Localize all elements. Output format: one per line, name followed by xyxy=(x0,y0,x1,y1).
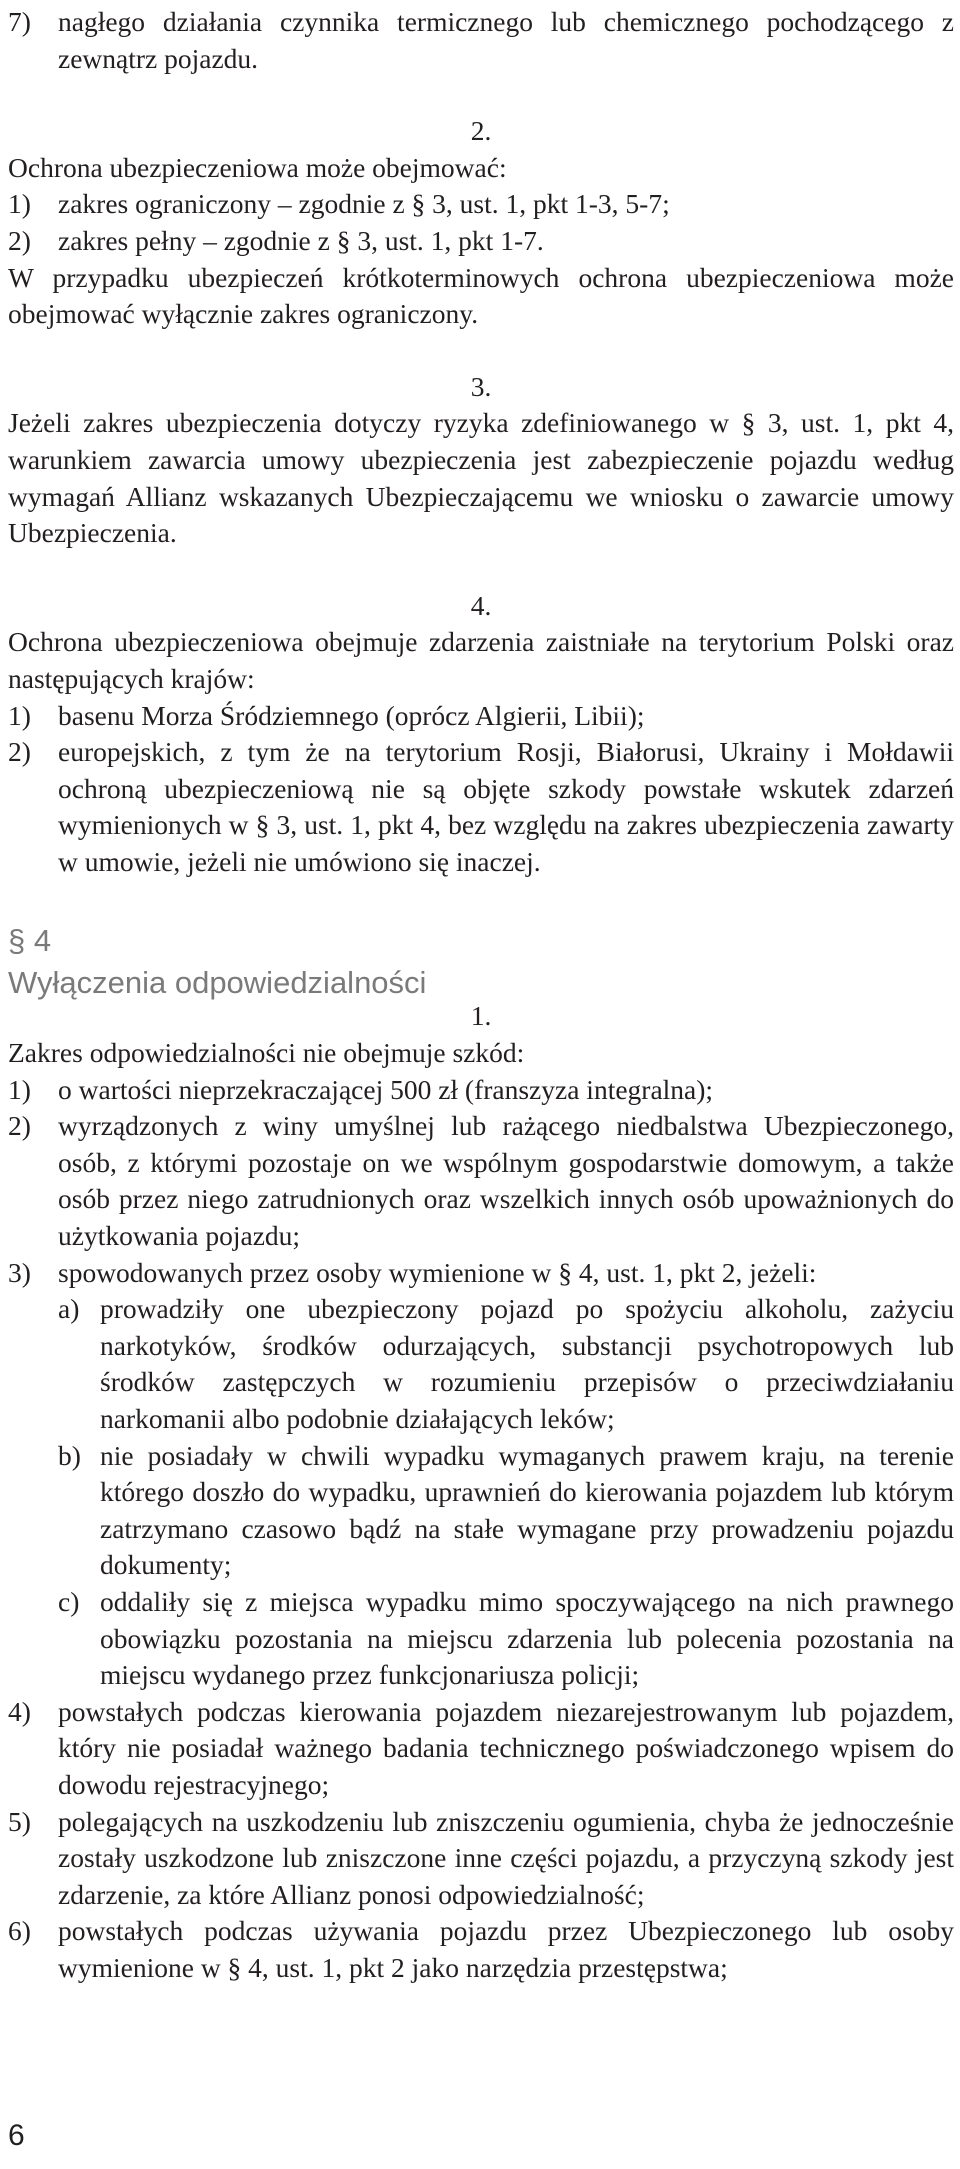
list-item xyxy=(8,186,954,223)
page-number: 6 xyxy=(8,2119,25,2152)
list-item-number: 6) xyxy=(8,1915,31,1947)
paragraph-intro: Ochrona ubezpieczeniowa obejmuje zdarzenia zaistniałe na terytorium Polski oraz następujących krajów: xyxy=(8,626,954,694)
list-item xyxy=(8,1804,954,1914)
list-item-text: o wartości nieprzekraczającej 500 zł (franszyza integralna); xyxy=(58,1073,714,1105)
list-item-text: zakres ograniczony – zgodnie z § 3, ust. 1, pkt 1-3, 5-7; xyxy=(58,188,670,220)
list-item xyxy=(8,223,954,260)
paragraph-text: W przypadku ubezpieczeń krótkoterminowych ochrona ubezpieczeniowa może obejmować wyłącznie zakres ograniczony. xyxy=(8,261,954,330)
list-item xyxy=(8,698,954,735)
sub-list-item-text: oddaliły się z miejsca wypadku mimo spoczywającego na nich prawnego obowiązku pozostania na miejscu zdarzenia lub polecenia pozostania na miejscu wydanego przez funkcjonariusza policji; xyxy=(100,1585,954,1691)
sub-list-item-letter: a) xyxy=(58,1293,80,1325)
list-item-number: 1) xyxy=(8,188,31,220)
list-item xyxy=(8,1108,954,1254)
list-item xyxy=(8,1913,954,1986)
sub-list-item-text: nie posiadały w chwili wypadku wymaganych prawem kraju, na terenie którego doszło do wypadku, uprawnień do kierowania pojazdem lub którym zatrzymano czasowo bądź na stałe wymagane przy prowadzeniu pojazdu dokumenty; xyxy=(100,1439,954,1581)
list-item-number: 7) xyxy=(8,6,31,37)
sub-list-item xyxy=(8,1291,954,1437)
paragraph-text: Jeżeli zakres ubezpieczenia dotyczy ryzyka zdefiniowanego w § 3, ust. 1, pkt 4, warunkiem zawarcia umowy ubezpieczenia jest zabezpieczenie pojazdu według wymagań Allianz wskazanych Ubezpieczającemu we wniosku o zawarcie umowy Ubezpieczenia. xyxy=(8,407,954,549)
list-item-text: nagłego działania czynnika termicznego lub chemicznego pochodzącego z zewnątrz pojazdu. xyxy=(58,6,954,74)
sub-list-item-letter: b) xyxy=(58,1439,81,1471)
list-item xyxy=(8,4,954,77)
section-symbol: § 4 xyxy=(8,923,52,959)
list-item-number: 4) xyxy=(8,1695,31,1727)
list-item-text: zakres pełny – zgodnie z § 3, ust. 1, pkt 1-7. xyxy=(58,224,544,256)
section-heading xyxy=(8,920,954,1004)
paragraph-number: 3. xyxy=(470,370,492,402)
list-item xyxy=(8,1072,954,1109)
list-item xyxy=(8,734,954,880)
list-item-number: 1) xyxy=(8,1073,31,1105)
list-item-number: 5) xyxy=(8,1805,31,1837)
list-item xyxy=(8,1694,954,1804)
sub-list-item xyxy=(8,1438,954,1584)
paragraph-intro: Ochrona ubezpieczeniowa może obejmować: xyxy=(8,151,507,183)
list-item-text: polegających na uszkodzeniu lub zniszczeniu ogumienia, chyba że jednocześnie zostały uszkodzone lub zniszczone inne części pojazdu, a przyczyną szkody jest zdarzenie, za które Allianz ponosi odpowiedzialność; xyxy=(58,1805,954,1910)
paragraph-number: 4. xyxy=(470,589,492,621)
document-content xyxy=(8,4,954,1987)
sub-list-item-text: prowadziły one ubezpieczony pojazd po spożyciu alkoholu, zażyciu narkotyków, środków odurzających, substancji psychotropowych lub środków zastępczych w rozumieniu przepisów o przeciwdziałaniu narkomanii albo podobnie działających leków; xyxy=(100,1293,954,1434)
list-item-number: 2) xyxy=(8,1110,31,1142)
sub-list-item xyxy=(8,1584,954,1694)
list-item-text: spowodowanych przez osoby wymienione w § 4, ust. 1, pkt 2, jeżeli: xyxy=(58,1256,817,1288)
list-item-text: powstałych podczas używania pojazdu przez Ubezpieczonego lub osoby wymienione w § 4, ust. 1, pkt 2 jako narzędzia przestępstwa; xyxy=(58,1915,954,1983)
paragraph-number: 1. xyxy=(470,1000,492,1032)
list-item-number: 1) xyxy=(8,699,31,731)
paragraph-intro: Zakres odpowiedzialności nie obejmuje szkód: xyxy=(8,1037,525,1069)
list-item-number: 2) xyxy=(8,736,31,768)
list-item-text: powstałych podczas kierowania pojazdem niezarejestrowanym lub pojazdem, który nie posiadał ważnego badania technicznego poświadczonego wpisem do dowodu rejestracyjnego; xyxy=(58,1695,954,1800)
paragraph-number: 2. xyxy=(470,115,492,147)
list-item-number: 3) xyxy=(8,1256,31,1288)
list-item xyxy=(8,1255,954,1292)
sub-list-item-letter: c) xyxy=(58,1585,80,1617)
list-item-text: wyrządzonych z winy umyślnej lub rażącego niedbalstwa Ubezpieczonego, osób, z którymi pozostaje on we wspólnym gospodarstwie domowym, a także osób przez niego zatrudnionych oraz wszelkich innych osób upoważnionych do użytkowania pojazdu; xyxy=(58,1110,954,1252)
list-item-text: basenu Morza Śródziemnego (oprócz Algierii, Libii); xyxy=(58,699,645,731)
list-item-number: 2) xyxy=(8,224,31,256)
list-item-text: europejskich, z tym że na terytorium Rosji, Białorusi, Ukrainy i Mołdawii ochroną ubezpieczeniową nie są objęte szkody powstałe wskutek zdarzeń wymienionych w § 3, ust. 1, pkt 4, bez względu na zakres ubezpieczenia zawarty w umowie, jeżeli nie umówiono się inaczej. xyxy=(58,736,954,877)
section-title: Wyłączenia odpowiedzialności xyxy=(8,965,427,1001)
